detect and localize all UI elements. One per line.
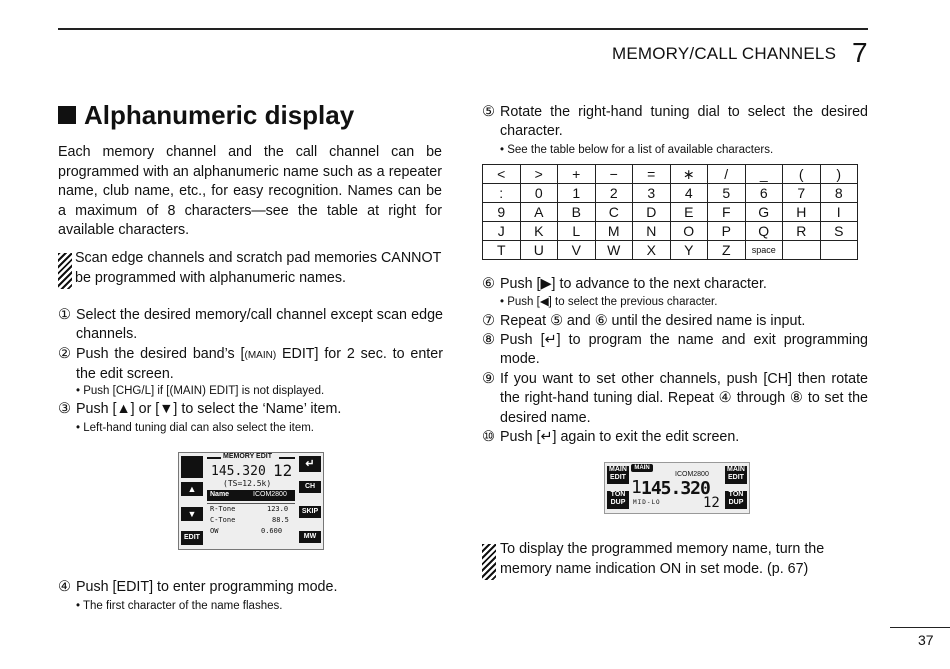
ch-key: CH (299, 481, 321, 493)
up-key: ▲ (181, 482, 203, 496)
table-cell: O (670, 222, 708, 241)
edit-screen-display (178, 452, 324, 550)
table-cell: J (483, 222, 521, 241)
main-edit-key-right: MAIN EDIT (725, 466, 747, 484)
skip-key: SKIP (299, 506, 321, 518)
lcd-channel: 12 (273, 461, 293, 480)
ow-label: OW (210, 527, 219, 535)
character-table (482, 164, 858, 260)
table-cell: H (783, 203, 821, 222)
table-row (483, 165, 858, 184)
down-key: ▼ (181, 507, 203, 521)
table-cell: Q (745, 222, 783, 241)
table-cell: 8 (820, 184, 858, 203)
step-3 (58, 400, 443, 419)
table-cell: P (708, 222, 746, 241)
section-heading-text: Alphanumeric display (84, 100, 355, 130)
step-text: Push [▶] to advance to the next character. (500, 276, 767, 292)
table-cell: 0 (520, 184, 558, 203)
lcd-tuning-step: (TS=12.5k) (223, 479, 272, 488)
name-value: ICOM2800 (253, 491, 287, 498)
ctone-value: 88.5 (272, 516, 289, 524)
intro-paragraph: Each memory channel and the call channel can be programmed with an alphanumeric name such as a repeater name, club name, etc., for easy recognition. Names can be a maximum of 8 characters—see the table at right for available characters. (58, 144, 442, 239)
table-row (483, 222, 858, 241)
rtone-value: 123.0 (267, 505, 289, 513)
table-cell: < (483, 165, 521, 184)
main-edit-key-left: MAIN EDIT (607, 466, 629, 484)
table-cell: C (595, 203, 633, 222)
step-number: ④ (58, 579, 71, 595)
lcd2-name: ICOM2800 (675, 471, 709, 478)
lcd-header: MEMORY EDIT (223, 453, 273, 460)
chapter-title: MEMORY/CALL CHANNELS (612, 44, 837, 63)
table-cell: U (520, 241, 558, 260)
table-cell: / (708, 165, 746, 184)
step-2 (58, 345, 443, 385)
table-cell: Z (708, 241, 746, 260)
step-number: ⑥ (482, 276, 495, 292)
table-cell: 6 (745, 184, 783, 203)
table-cell: N (633, 222, 671, 241)
note-scan-edge: Scan edge channels and scratch pad memories CANNOT be programmed with alphanumeric names. (75, 250, 442, 286)
table-cell: D (633, 203, 671, 222)
table-cell: A (520, 203, 558, 222)
table-cell: 5 (708, 184, 746, 203)
table-cell: 9 (483, 203, 521, 222)
table-cell: I (820, 203, 858, 222)
blank-key (181, 456, 203, 478)
table-cell (783, 241, 821, 260)
lcd-frequency: 145.320 (211, 464, 266, 479)
table-cell: = (633, 165, 671, 184)
bottom-rule (890, 627, 950, 628)
note-display-name: To display the programmed memory name, turn the memory name indication ON in set mode. (p. 67) (500, 541, 825, 577)
step-text: Push [▲] or [▼] to select the ‘Name’ item. (76, 401, 342, 417)
lcd2-channel: 12 (703, 495, 720, 511)
table-cell: 3 (633, 184, 671, 203)
step-5 (482, 103, 868, 142)
step-text: Push the desired band’s [ (76, 346, 245, 362)
table-cell: _ (745, 165, 783, 184)
table-cell: V (558, 241, 596, 260)
step-text: Push [EDIT] to enter programming mode. (76, 579, 338, 595)
step-5-sub: • See the table below for a list of available characters. (500, 144, 774, 156)
step-2-sub: • Push [CHG/L] if [(MAIN) EDIT] is not displayed. (76, 385, 325, 397)
main-screen-display (604, 462, 750, 514)
table-cell: X (633, 241, 671, 260)
step-1 (58, 306, 443, 345)
ow-value: 0.600 (261, 527, 283, 535)
step-text: Push [↵] again to exit the edit screen. (500, 429, 740, 445)
lcd2-frequency: 145.320 (641, 478, 710, 499)
table-cell: 2 (595, 184, 633, 203)
table-row (483, 203, 858, 222)
table-cell: T (483, 241, 521, 260)
step-text: EDIT] for 2 sec. to enter the edit screen. (76, 346, 443, 383)
table-cell: M (595, 222, 633, 241)
table-cell: R (783, 222, 821, 241)
table-cell: E (670, 203, 708, 222)
ctone-label: C-Tone (210, 516, 236, 524)
step-9 (482, 370, 868, 428)
step-6-sub: • Push [◀] to select the previous character. (500, 296, 718, 308)
mw-key: MW (299, 531, 321, 543)
table-row (483, 184, 858, 203)
table-cell: + (558, 165, 596, 184)
table-cell: S (820, 222, 858, 241)
table-cell: ) (820, 165, 858, 184)
table-cell: W (595, 241, 633, 260)
table-cell: 7 (783, 184, 821, 203)
step-number: ① (58, 307, 71, 323)
lcd2-power: MID-LO (633, 499, 661, 506)
step-text-small: (MAIN) (244, 350, 277, 361)
name-label: Name (210, 491, 230, 498)
rtone-label: R-Tone (210, 505, 236, 513)
step-6 (482, 275, 868, 294)
top-rule (58, 28, 868, 30)
step-number: ⑧ (482, 332, 495, 348)
step-text: Select the desired memory/call channel except scan edge channels. (76, 307, 443, 343)
table-cell: Y (670, 241, 708, 260)
step-8 (482, 331, 868, 370)
step-number: ③ (58, 401, 71, 417)
main-tag: MAIN (631, 464, 653, 472)
edit-key: EDIT (181, 531, 203, 545)
step-number: ⑦ (482, 313, 495, 329)
square-bullet-icon (58, 106, 76, 124)
step-text: Repeat ⑤ and ⑥ until the desired name is input. (500, 313, 806, 329)
table-cell: 1 (558, 184, 596, 203)
name-row (207, 490, 295, 501)
ton-dup-key-left: TON DUP (607, 491, 629, 509)
table-cell: − (595, 165, 633, 184)
ton-dup-key-right: TON DUP (725, 491, 747, 509)
chapter-number: 7 (852, 37, 868, 68)
step-text: If you want to set other channels, push [CH] then rotate the right-hand tuning dial. Repeat ④ through ⑧ to set the desired name. (500, 371, 868, 426)
table-cell: space (745, 241, 783, 260)
lcd2-frequency-lead: 1 (631, 477, 642, 498)
table-cell: > (520, 165, 558, 184)
table-cell: G (745, 203, 783, 222)
table-cell: ∗ (670, 165, 708, 184)
table-cell (820, 241, 858, 260)
header-bar (279, 457, 295, 459)
table-cell: F (708, 203, 746, 222)
table-cell: 4 (670, 184, 708, 203)
step-number: ⑤ (482, 104, 495, 120)
step-10 (482, 428, 868, 447)
step-number: ⑩ (482, 429, 495, 445)
step-4 (58, 578, 443, 597)
table-cell: ( (783, 165, 821, 184)
step-3-sub: • Left-hand tuning dial can also select the item. (76, 422, 315, 434)
enter-key: ↵ (299, 456, 321, 472)
table-cell: L (558, 222, 596, 241)
step-text: Rotate the right-hand tuning dial to select the desired character. (500, 104, 868, 140)
table-cell: : (483, 184, 521, 203)
note-hatch-icon (58, 253, 72, 289)
section-heading (58, 100, 354, 131)
step-4-sub: • The first character of the name flashes. (76, 600, 283, 612)
table-row (483, 241, 858, 260)
note-hatch-icon (482, 544, 496, 580)
table-cell: K (520, 222, 558, 241)
step-text: Push [↵] to program the name and exit programming mode. (500, 332, 868, 368)
header-bar (207, 457, 221, 459)
step-7 (482, 312, 868, 331)
table-cell: B (558, 203, 596, 222)
step-number: ② (58, 346, 71, 362)
page-number: 37 (918, 632, 934, 648)
step-number: ⑨ (482, 371, 495, 387)
